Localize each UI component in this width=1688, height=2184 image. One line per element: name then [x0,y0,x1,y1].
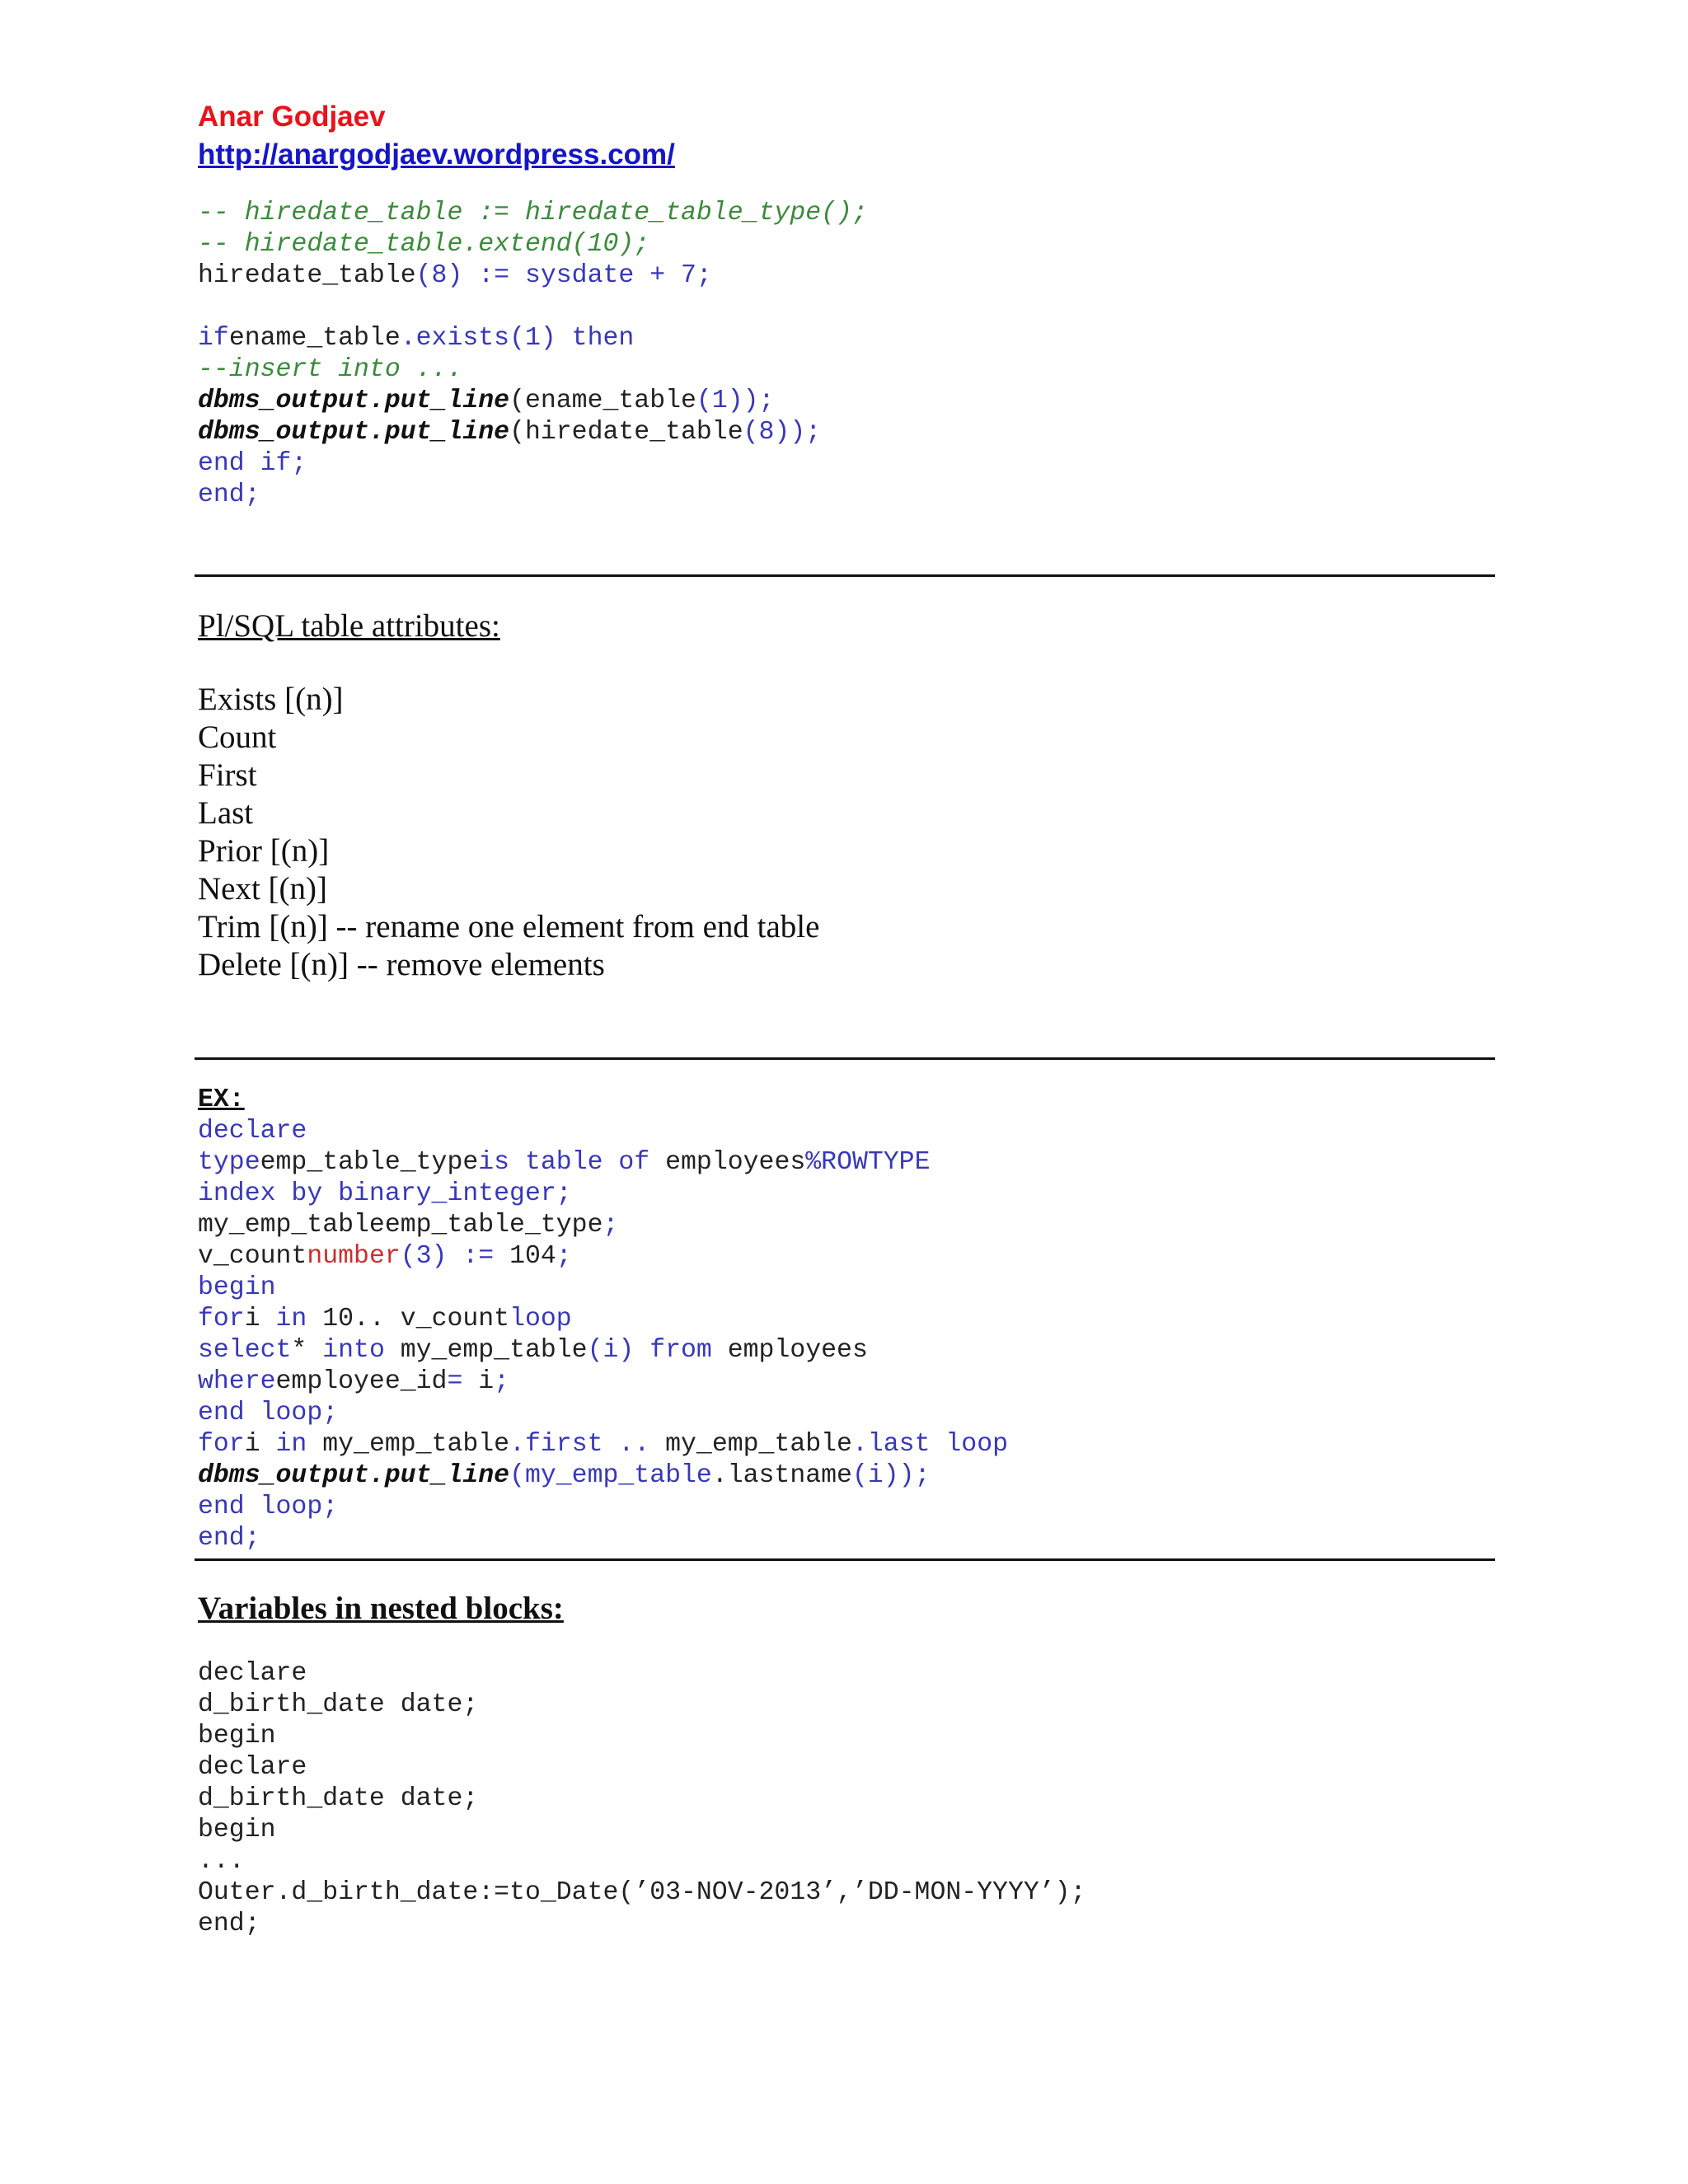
code-token: select [198,1336,292,1365]
nested-blocks-heading: Variables in nested blocks: [198,1591,564,1626]
code-line [198,1523,1008,1554]
code-token: loop [509,1305,572,1333]
code-token: where [198,1367,276,1396]
code-token: .lastname [711,1461,852,1490]
code-token: into [322,1336,401,1365]
code-token: end if; [198,449,307,478]
code-line [198,1658,1085,1690]
code-token: 10.. v_count [322,1305,510,1333]
code-token: in [275,1305,323,1333]
code-token: (8) := sysdate + 7; [415,261,712,290]
code-block-example [198,1085,1008,1554]
code-token: ename_table [228,324,401,353]
code-token: (1)); [696,387,775,415]
code-token: begin [198,1273,276,1302]
code-line [198,1721,1085,1752]
code-token: (ename_table [509,387,696,415]
code-token: declare [198,1659,307,1688]
code-line [198,1241,1008,1272]
code-token: Outer.d_birth_date:=to_Date(’03-NOV-2013’,’DD-MON-YYYY’); [198,1878,1086,1907]
code-line [198,1815,1085,1846]
code-line [198,1147,1008,1179]
code-token: = [447,1367,479,1396]
code-line [198,1877,1085,1909]
code-line [198,323,868,354]
code-line [198,1210,1008,1241]
attributes-list [198,681,819,984]
attribute-item: Prior [(n)] [198,833,330,869]
attribute-item: First [198,757,257,793]
code-line [198,417,868,448]
horizontal-divider [195,574,1495,577]
code-line [198,229,868,260]
code-line [198,1335,1008,1366]
code-token: * [291,1336,323,1365]
code-token: dbms_output.put_line [198,1461,510,1490]
code-token: -- hiredate_table.extend(10); [198,230,650,259]
code-token: for [198,1430,245,1459]
code-line [198,1179,1008,1210]
code-token: my_emp_table [665,1430,852,1459]
code-line [198,386,868,417]
code-token: if [198,324,229,353]
code-token: number [307,1242,401,1271]
attribute-item: Count [198,719,277,755]
code-token: (my_emp_table [509,1461,712,1490]
code-token: i [244,1305,276,1333]
code-token: (8)); [743,418,822,447]
code-token: dbms_output.put_line [198,387,510,415]
code-token: (i) from [587,1336,728,1365]
code-token: dbms_output.put_line [198,418,510,447]
code-token: end; [198,480,260,509]
code-line [198,198,868,229]
code-token: d_birth_date date; [198,1784,479,1813]
code-token: type [198,1148,260,1177]
code-token: end loop; [198,1493,339,1521]
code-token: end; [198,1910,260,1938]
code-token: declare [198,1753,307,1782]
code-line [198,1783,1085,1815]
horizontal-divider [195,1057,1495,1060]
code-token: in [275,1430,323,1459]
code-token: -- hiredate_table := hiredate_table_type(); [198,199,868,227]
code-block-nested [198,1658,1085,1940]
code-token: my_emp_table [322,1430,510,1459]
code-token: my_emp_tableemp_table_type [198,1211,603,1240]
blog-link[interactable]: http://anargodjaev.wordpress.com/ [198,138,675,171]
code-line [198,480,868,511]
code-token: employee_id [275,1367,448,1396]
attribute-item: Trim [(n)] -- rename one element from end table [198,909,820,944]
code-token: for [198,1305,245,1333]
code-token: 104 [509,1242,556,1271]
code-line [198,354,868,386]
code-block-collections [198,198,868,511]
code-line [198,1752,1085,1783]
code-token: .last loop [851,1430,1008,1459]
code-line [198,1846,1085,1877]
code-token: emp_table_type [260,1148,479,1177]
code-token: %ROWTYPE [805,1148,931,1177]
code-token: (3) := [400,1242,510,1271]
code-line [198,260,868,292]
attribute-item: Last [198,795,254,831]
code-line [198,1460,1008,1492]
code-line [198,1272,1008,1304]
code-token: .exists(1) then [400,324,635,353]
code-token: employees [727,1336,868,1365]
code-token: d_birth_date date; [198,1690,479,1719]
code-line [198,448,868,480]
code-token: EX: [198,1085,245,1114]
code-line [198,1116,1008,1147]
attributes-heading: Pl/SQL table attributes: [198,608,500,644]
code-token: index by binary_integer; [198,1179,572,1208]
code-line [198,1304,1008,1335]
code-token: begin [198,1722,276,1750]
code-line [198,1085,1008,1116]
code-line [198,1690,1085,1721]
code-line [198,1398,1008,1429]
code-token: declare [198,1117,307,1146]
code-token: v_count [198,1242,307,1271]
code-line [198,1492,1008,1523]
code-token: i [478,1367,495,1396]
code-token: ; [556,1242,572,1271]
code-line [198,1429,1008,1460]
code-token: end; [198,1524,260,1553]
code-token: --insert into ... [198,355,463,384]
author-name: Anar Godjaev [198,101,386,133]
code-token: begin [198,1816,276,1844]
code-line [198,1366,1008,1398]
code-line [198,1909,1085,1940]
code-token: is table of [478,1148,666,1177]
code-line [198,292,868,323]
attribute-item: Delete [(n)] -- remove elements [198,947,605,982]
code-token: my_emp_table [400,1336,588,1365]
horizontal-divider [195,1558,1495,1561]
attribute-item: Next [(n)] [198,871,328,907]
code-token: hiredate_table [198,261,416,290]
code-token: employees [665,1148,806,1177]
code-token: ; [494,1367,510,1396]
code-token: ; [603,1211,619,1240]
code-token: (i)); [851,1461,931,1490]
attribute-item: Exists [(n)] [198,682,344,717]
code-token: end loop; [198,1399,339,1427]
code-token: .first .. [509,1430,666,1459]
code-token: i [244,1430,276,1459]
code-token: (hiredate_table [509,418,743,447]
code-token: ... [198,1847,245,1876]
